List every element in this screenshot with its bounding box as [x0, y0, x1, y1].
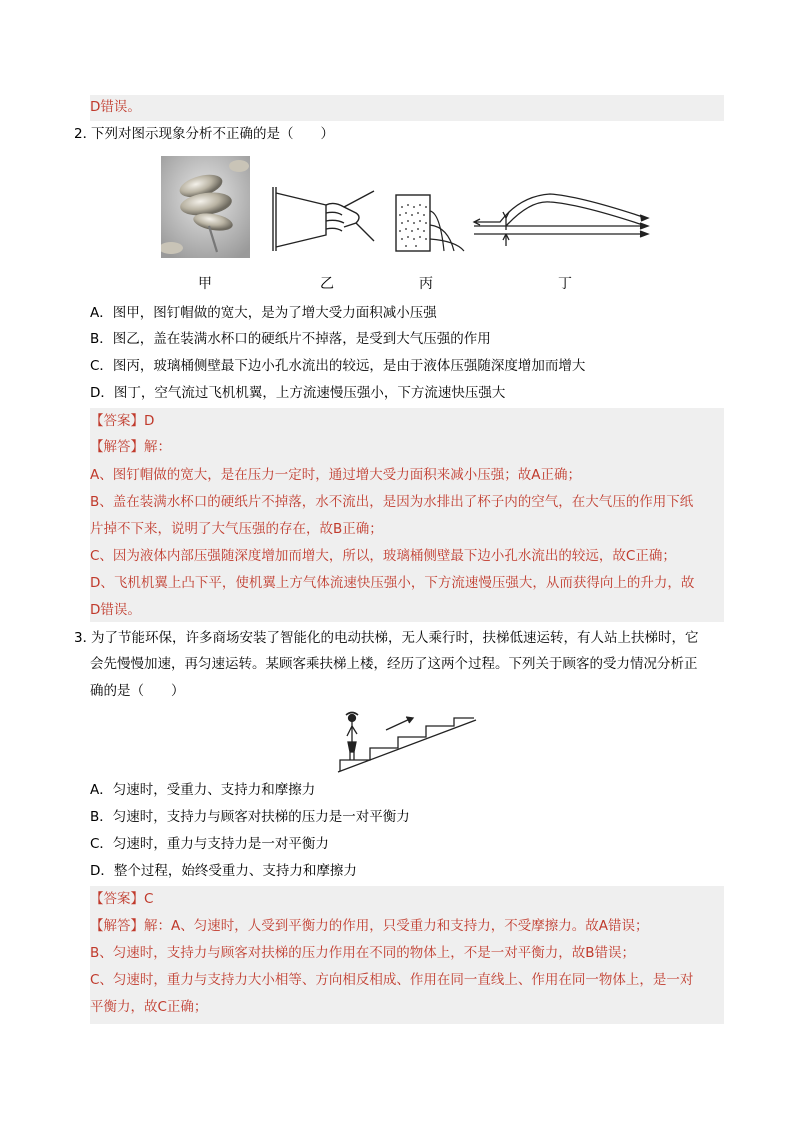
q2-option-d: D．图丁，空气流过飞机机翼，上方流速慢压强小，下方流速快压强大 [90, 385, 506, 401]
q2-analysis-line: D错误。 [90, 602, 141, 618]
analysis-intro: 解： [144, 439, 171, 455]
q3-analysis-first [90, 916, 648, 936]
q3-option-a: A．匀速时，受重力、支持力和摩擦力 [90, 782, 316, 798]
q3-stem-line: 为了节能环保，许多商场安装了智能化的电动扶梯，无人乘行时，扶梯低速运转，有人站上扶梯时，它 [91, 630, 699, 646]
answer-label: 【答案】 [90, 413, 144, 429]
q3-analysis-line: 解：A、匀速时，人受到平衡力的作用，只受重力和支持力，不受摩擦力。故A错误； [144, 918, 649, 934]
q3-stem-line: 确的是（ ） [90, 683, 185, 699]
q2-analysis-line: B、盖在装满水杯口的硬纸片不掉落，水不流出，是因为水排出了杯子内的空气，在大气压的作用下纸 [90, 494, 694, 510]
q2-option-a: A．图甲，图钉帽做的宽大，是为了增大受力面积减小压强 [90, 305, 437, 321]
caption-yi: 乙 [320, 276, 334, 292]
q2-analysis-header [90, 437, 171, 457]
q2-answer [90, 411, 154, 431]
caption-ding: 丁 [558, 276, 572, 292]
answer-label: 【答案】 [90, 891, 144, 907]
q2-analysis-line: C、因为液体内部压强随深度增加而增大，所以，玻璃桶侧壁最下边小孔水流出的较远，故C正确； [90, 548, 676, 564]
q2-analysis-line: D、飞机机翼上凸下平，使机翼上方气体流速快压强小，下方流速慢压强大，从而获得向上的升力，故 [90, 575, 695, 591]
prev-tail-box [90, 95, 724, 121]
q2-analysis-line: 片掉不下来，说明了大气压强的存在，故B正确； [90, 521, 383, 537]
caption-bing: 丙 [419, 276, 433, 292]
q2-analysis-line: A、图钉帽做的宽大，是在压力一定时，通过增大受力面积来减小压强；故A正确； [90, 467, 581, 483]
q2-number: 2． [74, 126, 97, 142]
figure-bing-tank [394, 193, 468, 255]
answer-value: D [144, 413, 155, 429]
caption-jia: 甲 [198, 276, 212, 292]
figure-ding-wing [470, 190, 656, 252]
figure-jia-thumbtacks [161, 156, 250, 258]
q3-stem-line: 会先慢慢加速，再匀速运转。某顾客乘扶梯上楼，经历了这两个过程。下列关于顾客的受力情况分析正 [90, 656, 698, 672]
q3-option-c: C．匀速时，重力与支持力是一对平衡力 [90, 836, 329, 852]
q2-option-b: B．图乙，盖在装满水杯口的硬纸片不掉落，是受到大气压强的作用 [90, 331, 491, 347]
q3-analysis-line: 平衡力，故C正确； [90, 999, 208, 1015]
prev-tail: D错误。 [90, 99, 141, 115]
q3-option-b: B．匀速时，支持力与顾客对扶梯的压力是一对平衡力 [90, 809, 410, 825]
answer-value: C [144, 891, 154, 907]
q2-option-c: C．图丙，玻璃桶侧壁最下边小孔水流出的较远，是由于液体压强随深度增加而增大 [90, 358, 586, 374]
figure-yi-cup [270, 183, 380, 255]
q3-number: 3． [74, 630, 97, 646]
q3-answer [90, 889, 153, 909]
analysis-label: 【解答】 [90, 439, 144, 455]
q3-option-d: D．整个过程，始终受重力、支持力和摩擦力 [90, 863, 357, 879]
q3-analysis-line: C、匀速时，重力与支持力大小相等、方向相反相成、作用在同一直线上、作用在同一物体上，是一对 [90, 972, 694, 988]
q2-stem: 下列对图示现象分析不正确的是（ ） [91, 126, 334, 142]
q3-analysis-line: B、匀速时，支持力与顾客对扶梯的压力作用在不同的物体上，不是一对平衡力，故B错误； [90, 945, 636, 961]
analysis-label: 【解答】 [90, 918, 144, 934]
figure-escalator [336, 708, 478, 774]
